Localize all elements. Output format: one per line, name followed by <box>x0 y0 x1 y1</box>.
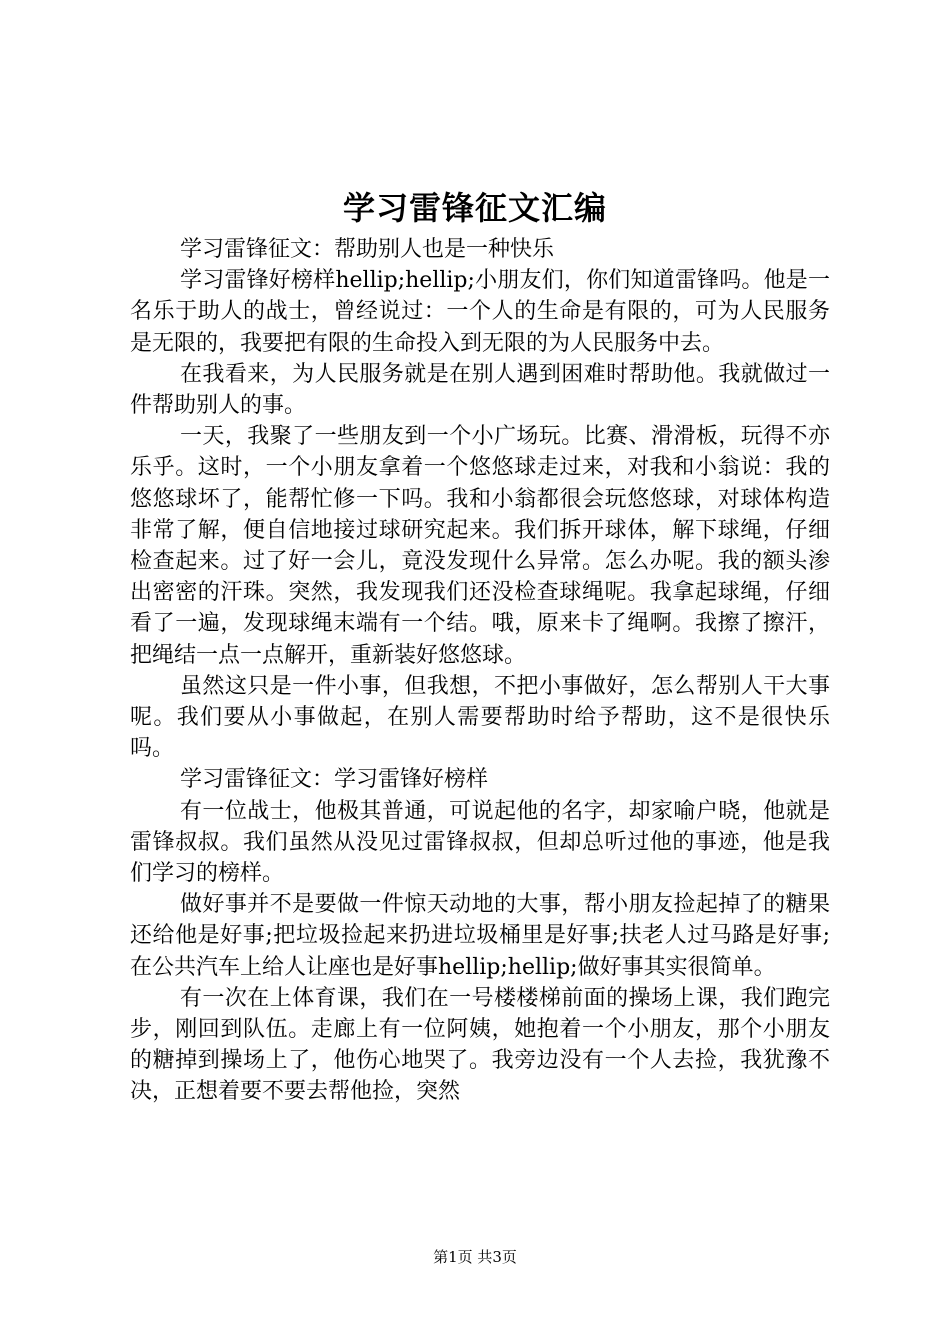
page-footer: 第1页 共3页 <box>433 1248 517 1266</box>
body-paragraph: 在我看来，为人民服务就是在别人遇到困难时帮助他。我就做过一件帮助别人的事。 <box>130 361 830 419</box>
body-paragraph: 做好事并不是要做一件惊天动地的大事，帮小朋友捡起掉了的糖果还给他是好事;把垃圾捡起来扔进垃圾桶里是好事;扶老人过马路是好事;在公共汽车上给人让座也是好事hellip;hellip;做好事其实很简单。 <box>130 892 830 980</box>
body-paragraph: 有一位战士，他极其普通，可说起他的名字，却家喻户晓，他就是雷锋叔叔。我们虽然从没见过雷锋叔叔，但却总听过他的事迹，他是我们学习的榜样。 <box>130 798 830 887</box>
body-paragraph: 一天，我聚了一些朋友到一个小广场玩。比赛、滑滑板，玩得不亦乐乎。这时，一个小朋友拿着一个悠悠球走过来，对我和小翁说：我的悠悠球坏了，能帮忙修一下吗。我和小翁都很会玩悠悠球，对球体构造非常了解，便自信地接过球研究起来。我们拆开球体，解下球绳，仔细检查起来。过了好一会儿，竟没发现什么异常。怎么办呢。我的额头渗出密密的汗珠。突然，我发现我们还没检查球绳呢。我拿起球绳，仔细看了一遍，发现球绳末端有一个结。哦，原来卡了绳啊。我擦了擦汗，把绳结一点一点解开，重新装好悠悠球。 <box>130 424 830 668</box>
body-paragraph: 虽然这只是一件小事，但我想，不把小事做好，怎么帮别人干大事呢。我们要从小事做起，在别人需要帮助时给予帮助，这不是很快乐吗。 <box>130 673 830 762</box>
document-body <box>130 234 830 1108</box>
body-paragraph: 学习雷锋好榜样hellip;hellip;小朋友们，你们知道雷锋吗。他是一名乐于助人的战士，曾经说过：一个人的生命是有限的，可为人民服务是无限的，我要把有限的生命投入到无限的为人民服务中去。 <box>130 268 830 356</box>
document-title: 学习雷锋征文汇编 <box>342 189 607 227</box>
essay-heading-1: 学习雷锋征文：帮助别人也是一种快乐 <box>180 237 555 262</box>
body-paragraph: 有一次在上体育课，我们在一号楼楼梯前面的操场上课，我们跑完步，刚回到队伍。走廊上有一位阿姨，她抱着一个小朋友，那个小朋友的糖掉到操场上了，他伤心地哭了。我旁边没有一个人去捡，我犹豫不决，正想着要不要去帮他捡，突然 <box>130 985 830 1105</box>
essay-heading-2: 学习雷锋征文：学习雷锋好榜样 <box>180 767 489 793</box>
